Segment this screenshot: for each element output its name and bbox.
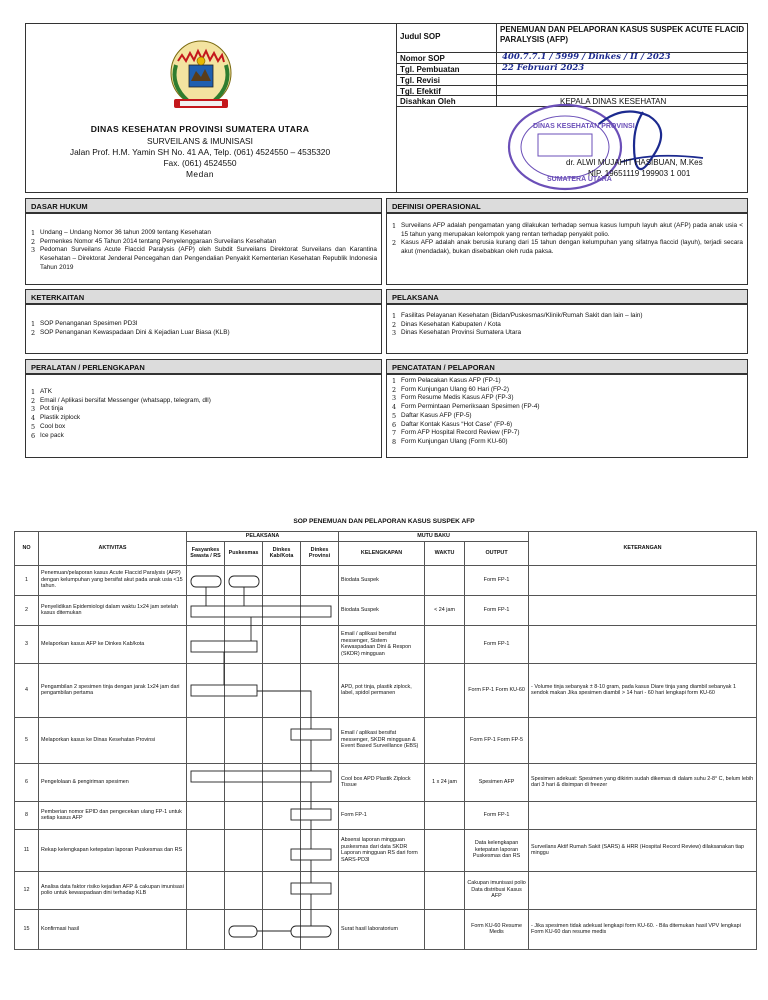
list-item: 3 Form Resume Medis Kasus AFP (FP-3) [392, 394, 514, 403]
table-row: 2 Penyelidikan Epidemiologi dalam waktu 1x24 jam setelah kasus ditemukan Biodata Suspek < 24 jam Form FP-1 [15, 595, 757, 625]
section-header-definisi: DEFINISI OPERASIONAL [386, 198, 748, 213]
province-emblem-icon [160, 35, 242, 115]
signer-name: dr. ALWI MUJAHIT HASIBUAN, M.Kes [566, 158, 703, 167]
flow-step-11 [291, 849, 331, 860]
list-item: 5 Cool box [31, 422, 66, 431]
table-row: 4 Pengambilan 2 spesimen tinja dengan jarak 1x24 jam dari pengambilan pertama APD, pot tinja, plastik ziplock, label, spidol permanen Form FP-1 Form KU-60 - Volume tinja sebanyak ± 8-10 gram, pada kasus Diare tinja yang diambil sebanyak 1 sendok makan Jika spesimen diambil > 14 hari - 60 hari lengkapi form KU-60 [15, 663, 757, 717]
list-item: 2 Dinas Kesehatan Kabupaten / Kota [392, 320, 501, 329]
list-item: 1 ATK [31, 388, 52, 396]
value-tgl-pembuatan: 22 Februari 2023 [502, 63, 585, 73]
table-row: 15 Konfirmasi hasil Surat hasil laboratorium Form KU-60 Resume Medis - Jika spesimen tidak adekuat lengkapi form KU-60. - Bila ditemukan hasil VPV lengkapi Form KU-60 dan resume medis [15, 909, 757, 949]
org-city: Medan [185, 169, 215, 179]
label-judul-sop: Judul SOP [400, 32, 441, 41]
header-kelengkapan: KELENGKAPAN [339, 541, 425, 565]
section-header-keterkaitan: KETERKAITAN [25, 289, 382, 304]
flow-step-8 [291, 809, 331, 820]
sop-flow-table [14, 531, 756, 950]
label-disahkan-oleh: Disahkan Oleh [400, 97, 456, 106]
list-item: 8 Form Kunjungan Ulang (Form KU-60) [392, 437, 508, 446]
table-row: 1 Penemuan/pelaporan kasus Acute Flaccid Paralysis (AFP) dengan kelumpuhan yang bersifat akut pada anak usia <15 tahun. Biodata Suspek Form FP-1 [15, 565, 757, 595]
list-pelaksana [392, 312, 743, 338]
flow-step-6 [191, 771, 331, 782]
header-mutu-baku: MUTU BAKU [339, 532, 529, 542]
header-dinkes-kab: Dinkes Kab/Kota [263, 541, 301, 565]
flow-step-3 [191, 641, 257, 652]
table-title: SOP PENEMUAN DAN PELAPORAN KASUS SUSPEK AFP [293, 518, 475, 525]
flow-step-15a [229, 926, 257, 937]
table-row: 12 Analisa data faktor risiko kejadian AFP & cakupan imunisasi polio untuk kewaspadaan dini terhadap KLB Cakupan imunisasi polio Data distribusi Kasus AFP [15, 871, 757, 909]
header-puskesmas: Puskesmas [225, 541, 263, 565]
list-item: 3 Pot tinja [31, 405, 64, 414]
list-item: 2 Email / Aplikasi bersifat Messenger (whatsapp, telegram, dll) [31, 396, 211, 405]
list-item: 6 Daftar Kontak Kasus “Hot Case” (FP-6) [392, 420, 513, 429]
list-keterkaitan [31, 320, 377, 337]
list-item: 1 Form Pelacakan Kasus AFP (FP-1) [392, 377, 501, 385]
list-item: 3 Dinas Kesehatan Provinsi Sumatera Utara [392, 329, 522, 338]
flow-step-1b [229, 576, 259, 587]
list-item: 7 Form AFP Hospital Record Review (FP-7) [392, 429, 520, 438]
label-nomor-sop: Nomor SOP [400, 54, 445, 63]
list-pencatatan [392, 377, 743, 447]
label-tgl-revisi: Tgl. Revisi [400, 76, 441, 85]
activity-flowchart [14, 531, 756, 951]
list-item: 4 Plastik ziplock [31, 414, 81, 423]
header-pelaksana: PELAKSANA [187, 532, 339, 542]
signer-nip: NIP. 19651119 199903 1 001 [588, 169, 691, 178]
flow-connectors [206, 587, 311, 931]
section-header-peralatan: PERALATAN / PERLENGKAPAN [25, 359, 382, 374]
section-header-pelaksana: PELAKSANA [386, 289, 748, 304]
flow-step-1a [191, 576, 221, 587]
header-keterangan: KETERANGAN [529, 532, 757, 566]
header-waktu: WAKTU [425, 541, 465, 565]
list-item: 1 Undang – Undang Nomor 36 tahun 2009 tentang Kesehatan [31, 229, 211, 237]
table-row: 6 Pengelolaan & pengiriman spesimen Cool box APD Plastik Ziplock Tissue 1 x 24 jam Spesimen AFP Spesimen adekuat: Spesimen yang dikirim sudah dikemas di dalam suhu 2-8° C, belum lebih dari 3 hari & disimpan di freezer [15, 763, 757, 801]
section-header-pencatatan: PENCATATAN / PELAPORAN [386, 359, 748, 374]
flow-step-4 [191, 685, 257, 696]
list-item: 5 Daftar Kasus AFP (FP-5) [392, 411, 472, 420]
official-stamp-icon [503, 100, 743, 192]
list-definisi [392, 222, 743, 257]
list-item: 2 Permenkes Nomor 45 Tahun 2014 tentang Penyelenggaraan Surveilans Kesehatan [31, 237, 277, 246]
list-item: 1 Surveilans AFP adalah pengamatan yang dilakukan terhadap semua kasus lumpuh layuh akut (AFP) pada anak usia < 15 tahun yang merupakan kelompok yang rentan terhadap penyakit polio. [392, 222, 743, 238]
header-output: OUTPUT [465, 541, 529, 565]
header-aktivitas: AKTIVITAS [39, 532, 187, 566]
value-judul-sop: PENEMUAN DAN PELAPORAN KASUS SUSPEK ACUTE FLACID PARALYSIS (AFP) [500, 25, 745, 44]
flow-step-12 [291, 883, 331, 894]
stamp-text-top: DINAS KESEHATAN PROVINSI [533, 123, 635, 130]
org-division: SURVEILANS & IMUNISASI [147, 136, 253, 146]
header-fasyankes: Fasyankes Swasta / RS [187, 541, 225, 565]
table-row: 3 Melaporkan kasus AFP ke Dinkes Kab/kota Email / aplikasi bersifat messenger, Sistem Kewaspadaan Dini & Respon (SKDR) mingguan Form FP-1 [15, 625, 757, 663]
org-name: DINAS KESEHATAN PROVINSI SUMATERA UTARA [90, 124, 310, 134]
header-dinkes-prov: Dinkes Provinsi [301, 541, 339, 565]
flow-step-5 [291, 729, 331, 740]
stamp-text-bottom: SUMATERA UTARA [547, 176, 612, 183]
header-no: NO [15, 532, 39, 566]
field-divider [496, 23, 497, 106]
table-row: 8 Pemberian nomor EPID dan pengecekan ulang FP-1 untuk setiap kasus AFP Form FP-1 Form FP-1 [15, 801, 757, 829]
table-row: 5 Melaporkan kasus ke Dinas Kesehatan Provinsi Email / aplikasi bersifat messenger, SKDR mingguan & Event Based Surveillance (EBS) Form FP-1 Form FP-5 [15, 717, 757, 763]
section-header-dasar-hukum: DASAR HUKUM [25, 198, 382, 213]
list-item: 4 Form Permintaan Pemeriksaan Spesimen (FP-4) [392, 403, 540, 412]
list-item: 1 Fasilitas Pelayanan Kesehatan (Bidan/Puskesmas/Klinik/Rumah Sakit dan lain – lain) [392, 312, 643, 320]
list-item: 6 Ice pack [31, 431, 64, 440]
org-address: Jalan Prof. H.M. Yamin SH No. 41 AA, Telp. (061) 4524550 – 4535320 [69, 147, 331, 157]
list-item: 2 SOP Penanganan Kewaspadaan Dini & Kejadian Luar Biasa (KLB) [31, 328, 230, 337]
list-dasar-hukum [31, 229, 377, 273]
list-peralatan [31, 388, 377, 440]
list-item: 2 Kasus AFP adalah anak berusia kurang dari 15 tahun dengan kelumpuhan yang sifatnya flaccid (layuh), terjadi secara akut (mendadak), bukan disebabkan oleh ruda paksa. [392, 239, 743, 256]
label-tgl-efektif: Tgl. Efektif [400, 87, 441, 96]
list-item: 3 Pedoman Surveilans Acute Flaccid Paralysis (AFP) oleh Subdit Surveilans Direktorat Surveilans dan Karantina Kesehatan – Direktorat Jenderal Pencegahan dan Pengendalian Penyakit Kementerian Kesehatan Republik Indonesia Tahun 2019 [31, 246, 377, 271]
value-disahkan-oleh: KEPALA DINAS KESEHATAN [560, 97, 667, 106]
label-tgl-pembuatan: Tgl. Pembuatan [400, 65, 460, 74]
flow-step-2 [191, 606, 331, 617]
list-item: 2 Form Kunjungan Ulang 60 Hari (FP-2) [392, 385, 509, 394]
flow-step-15b [291, 926, 331, 937]
table-row: 11 Rekap kelengkapan ketepatan laporan Puskesmas dan RS Absensi laporan mingguan puskesmas dari data SKDR Laporan mingguan RS dari form SARS-PD3I Data kelengkapan ketepatan laporan Puskesmas dan RS Surveilans Aktif Rumah Sakit (SARS) & HRR (Hospital Record Review) dilaksanakan tiap minggu [15, 829, 757, 871]
list-item: 1 SOP Penanganan Spesimen PD3I [31, 320, 138, 328]
header-divider [396, 23, 397, 193]
org-fax: Fax. (061) 4524550 [163, 158, 237, 168]
value-nomor-sop: 400.7.7.1 / 5999 / Dinkes / II / 2023 [502, 52, 671, 62]
